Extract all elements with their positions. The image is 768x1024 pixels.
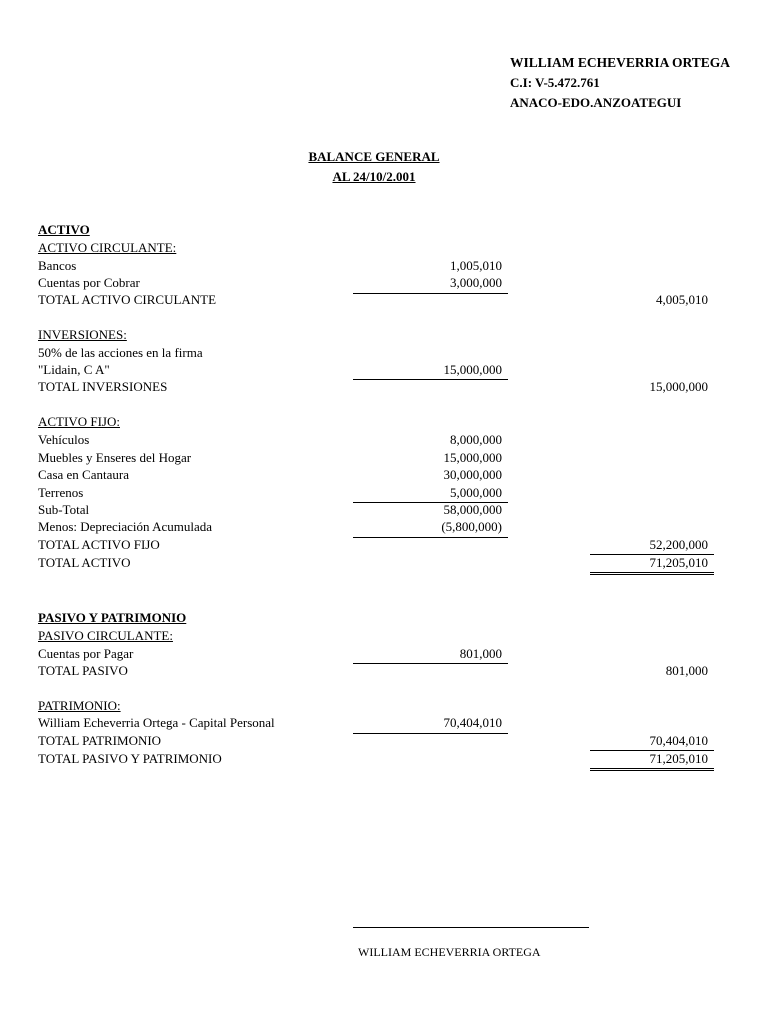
row-label: Muebles y Enseres del Hogar <box>38 450 192 465</box>
total-label: TOTAL ACTIVO FIJO <box>38 537 160 552</box>
subtotal-rule <box>353 293 508 294</box>
row-value: 8,000,000 <box>450 432 502 447</box>
activo-fijo-heading: ACTIVO FIJO: <box>38 414 120 429</box>
subtotal-rule <box>353 733 508 734</box>
row-label: Terrenos <box>38 485 84 500</box>
signature-name: WILLIAM ECHEVERRIA ORTEGA <box>358 945 541 959</box>
owner-location: ANACO-EDO.ANZOATEGUI <box>510 95 682 110</box>
row-label: Casa en Cantaura <box>38 467 129 482</box>
pasivo-heading: PASIVO Y PATRIMONIO <box>38 610 187 625</box>
activo-heading: ACTIVO <box>38 222 90 237</box>
total-value: 801,000 <box>665 663 708 678</box>
row-label: Bancos <box>38 258 77 273</box>
subtotal-rule <box>353 663 508 664</box>
document-title: BALANCE GENERAL <box>308 149 440 164</box>
row-value: (5,800,000) <box>441 519 502 534</box>
owner-ci: C.I: V-5.472.761 <box>510 75 600 90</box>
row-label: "Lidain, C A" <box>38 362 110 377</box>
total-label: TOTAL ACTIVO CIRCULANTE <box>38 292 217 307</box>
total-label: TOTAL ACTIVO <box>38 555 131 570</box>
total-value: 15,000,000 <box>649 379 708 394</box>
total-value: 71,205,010 <box>649 751 708 766</box>
row-label: Sub-Total <box>38 502 90 517</box>
total-label: TOTAL PASIVO Y PATRIMONIO <box>38 751 222 766</box>
row-value: 15,000,000 <box>443 362 502 377</box>
total-value: 71,205,010 <box>649 555 708 570</box>
row-label: Menos: Depreciación Acumulada <box>38 519 212 534</box>
total-value: 4,005,010 <box>656 292 708 307</box>
patrimonio-heading: PATRIMONIO: <box>38 698 121 713</box>
total-label: TOTAL INVERSIONES <box>38 379 168 394</box>
row-value: 70,404,010 <box>443 715 502 730</box>
subtotal-rule <box>353 537 508 538</box>
row-label: Vehículos <box>38 432 90 447</box>
row-label: 50% de las acciones en la firma <box>38 345 203 360</box>
row-value: 30,000,000 <box>443 467 502 482</box>
row-value: 58,000,000 <box>443 502 502 517</box>
pasivo-circulante-heading: PASIVO CIRCULANTE: <box>38 628 173 643</box>
total-label: TOTAL PATRIMONIO <box>38 733 162 748</box>
signature-line <box>353 927 589 928</box>
total-value: 70,404,010 <box>649 733 708 748</box>
row-value: 5,000,000 <box>450 485 502 500</box>
subtotal-rule <box>353 379 508 380</box>
row-label: Cuentas por Cobrar <box>38 275 140 290</box>
inversiones-heading: INVERSIONES: <box>38 327 127 342</box>
total-value: 52,200,000 <box>649 537 708 552</box>
document-date: AL 24/10/2.001 <box>332 169 416 184</box>
owner-name: WILLIAM ECHEVERRIA ORTEGA <box>510 55 731 70</box>
grand-total-double-rule <box>590 572 714 575</box>
row-value: 1,005,010 <box>450 258 502 273</box>
total-label: TOTAL PASIVO <box>38 663 128 678</box>
row-label: William Echeverria Ortega - Capital Personal <box>38 715 275 730</box>
row-label: Cuentas por Pagar <box>38 646 134 661</box>
row-value: 801,000 <box>459 646 502 661</box>
row-value: 3,000,000 <box>450 275 502 290</box>
activo-circulante-heading: ACTIVO CIRCULANTE: <box>38 240 177 255</box>
row-value: 15,000,000 <box>443 450 502 465</box>
grand-total-double-rule <box>590 768 714 771</box>
